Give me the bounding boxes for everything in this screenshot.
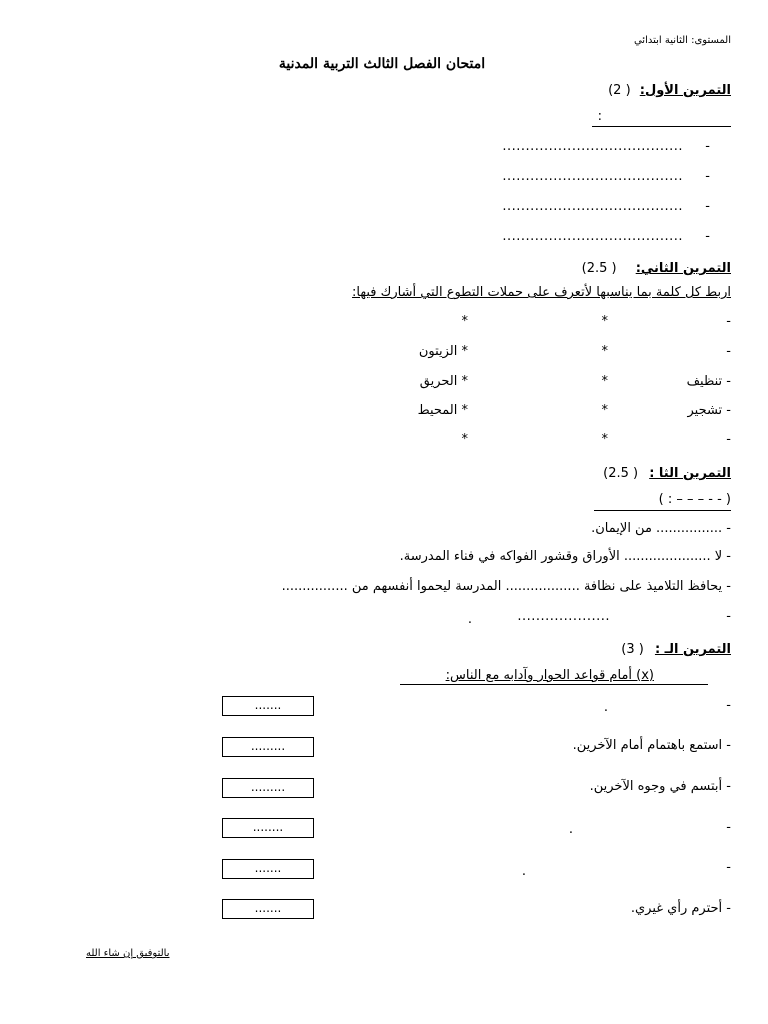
ex2-row-1-middle: * [601,314,608,329]
exercise-2-heading: التمرين الثاني: [635,261,731,276]
ex1-dots-3: ....................................... [502,199,683,214]
ex1-dash-3: - [705,199,710,214]
ex2-row-2-middle: * [601,344,608,359]
ex4-row-3-text: - أبتسم في وجوه الآخرين. [589,779,731,794]
ex3-period: . [467,612,472,627]
ex1-dots-4: ....................................... [502,229,683,244]
ex4-row-5-mark: . [521,864,526,879]
ex3-sentence-3: - يحافظ التلاميذ على نظافة .................. المدرسة ليحموا أنفسهم من ................ [281,579,731,594]
ex1-dots-1: ....................................... [502,139,683,154]
ex1-dash-4: - [705,229,710,244]
ex4-row-5-answer-box[interactable]: ....... [222,859,314,879]
ex4-row-6-answer-box[interactable]: ....... [222,899,314,919]
ex4-row-1-mark: . [603,700,608,715]
ex3-sentence-2: - لا ..................... الأوراق وقشور الفواكه في فناء المدرسة. [399,549,731,564]
exercise-4-instruction: (x) أمام قواعد الحوار وآدابه مع الناس: [445,668,654,683]
ex2-row-3-middle: * [601,374,608,389]
ex4-row-6-text: - أحترم رأي غيري. [630,901,731,916]
exercise-4-points: (3 ) [621,642,644,657]
ex4-row-4-text: - [726,820,731,835]
ex2-row-1-left: * [461,314,468,329]
ex2-row-2-right: - [726,344,731,359]
exercise-2-header [582,257,731,276]
ex2-row-4-right: - تشجير [687,403,731,418]
exercise-1-points: (2 ) [608,83,631,98]
ex2-row-1-right: - [726,314,731,329]
ex1-dots-2: ....................................... [502,169,683,184]
ex3-extra-dots: .................... [517,609,610,624]
ex2-row-4-left: * المحيط [417,403,468,418]
exercise-4-header [621,638,731,657]
exercise-3-word-bank: ( : – – – - - ) [658,492,731,507]
ex4-row-1-text: - [726,698,731,713]
ex2-row-5-left: * [461,432,468,447]
page-title: امتحان الفصل الثالث التربية المدنية [278,56,486,72]
exercise-3-header [603,462,731,481]
ex3-sentence-4: - [726,609,731,624]
exercise-3-heading: التمرين الثا : [649,466,731,481]
ex4-row-4-answer-box[interactable]: ........ [222,818,314,838]
ex2-row-4-middle: * [601,403,608,418]
ex4-row-4-mark: . [568,822,573,837]
closing-note: بالتوفيق إن شاء الله [86,948,170,959]
ex4-row-3-answer-box[interactable]: ......... [222,778,314,798]
exercise-1-heading: التمرين الأول: [639,83,731,98]
ex1-dash-2: - [705,169,710,184]
ex4-row-2-text: - استمع باهتمام أمام الآخرين. [572,738,731,753]
exercise-2-instruction: اربط كل كلمة بما يناسبها لأتعرف على حملات التطوع التي أشارك فيها: [352,285,731,300]
ex2-row-3-left: * الحريق [419,374,468,389]
exercise-1-colon: : [597,109,602,124]
level-label: المستوى: الثانية ابتدائي [633,35,731,46]
ex4-row-2-answer-box[interactable]: ......... [222,737,314,757]
exercise-3-points: (2.5 ) [603,466,639,481]
ex2-row-5-middle: * [601,432,608,447]
ex2-row-3-right: - تنظيف [686,374,731,389]
exercise-4-underline [400,684,708,685]
ex3-sentence-1: - ................ من الإيمان. [591,521,731,536]
ex1-dash-1: - [705,139,710,154]
exercise-1-underline [592,126,731,127]
ex4-row-5-text: - [726,860,731,875]
ex4-row-1-answer-box[interactable]: ....... [222,696,314,716]
ex2-row-2-left: * الزيتون [418,344,468,359]
ex2-row-5-right: - [726,432,731,447]
exercise-1-header [608,79,731,98]
exercise-4-heading: التمرين الـ : [654,642,731,657]
exercise-2-points: (2.5 ) [581,261,617,276]
exercise-3-underline [594,510,731,511]
